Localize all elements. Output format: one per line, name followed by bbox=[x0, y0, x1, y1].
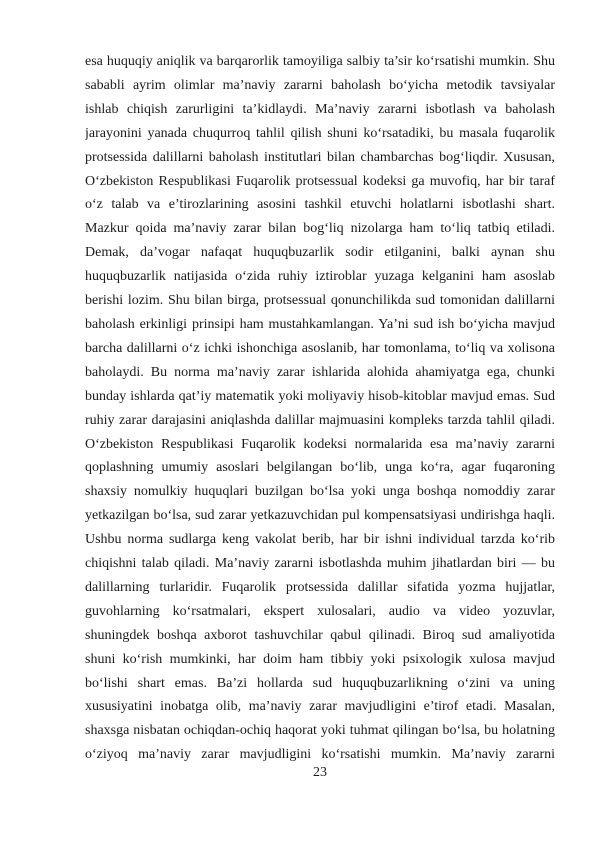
text-line: o‘ziyoq ma’naviy zarar mavjudligini ko‘rsatishi mumkin. Ma’naviy zararni bbox=[85, 747, 555, 763]
text-line: Ushbu norma sudlarga keng vakolat berib, har bir ishni individual tarzda ko‘rib bbox=[85, 532, 555, 548]
text-line: yetkazilgan bo‘lsa, sud zarar yetkazuvchidan pul kompensatsiyasi undirishga haqli. bbox=[85, 508, 555, 524]
text-line: shaxsga nisbatan ochiqdan-ochiq haqorat yoki tuhmat qilingan bo‘lsa, bu holatning bbox=[85, 723, 555, 739]
text-line: protsessida dalillarni baholash institutlari bilan chambarchas bog‘liqdir. Xususan, bbox=[85, 149, 555, 165]
text-line: shuningdek boshqa axborot tashuvchilar qabul qilinadi. Biroq sud amaliyotida bbox=[85, 627, 555, 643]
text-line: guvohlarning ko‘rsatmalari, ekspert xulosalari, audio va video yozuvlar, bbox=[85, 603, 555, 619]
text-line: baholaydi. Bu norma ma’naviy zarar ishlarida alohida ahamiyatga ega, chunki bbox=[85, 364, 555, 380]
text-line: O‘zbekiston Respublikasi Fuqarolik kodeksi normalarida esa ma’naviy zararni bbox=[85, 436, 555, 452]
body-paragraph bbox=[85, 50, 555, 767]
text-line: xususiyatini inobatga olib, ma’naviy zarar mavjudligini e’tirof etadi. Masalan, bbox=[85, 699, 555, 715]
text-line: sababli ayrim olimlar ma’naviy zararni baholash bo‘yicha metodik tavsiyalar bbox=[85, 77, 555, 93]
text-line: dalillarning turlaridir. Fuqarolik protsessida dalillar sifatida yozma hujjatlar, bbox=[85, 579, 555, 595]
text-line: bo‘lishi shart emas. Ba’zi hollarda sud huquqbuzarlikning o‘zini va uning bbox=[85, 675, 555, 691]
text-line: Mazkur qoida ma’naviy zarar bilan bog‘liq nizolarga ham to‘liq tatbiq etiladi. bbox=[85, 221, 555, 237]
text-line: huquqbuzarlik natijasida o‘zida ruhiy iztiroblar yuzaga kelganini ham asoslab bbox=[85, 269, 555, 285]
text-line: jarayonini yanada chuqurroq tahlil qilish shuni ko‘rsatadiki, bu masala fuqarolik bbox=[85, 125, 555, 141]
text-line: Demak, da’vogar nafaqat huquqbuzarlik sodir etilganini, balki aynan shu bbox=[85, 245, 555, 261]
text-line: barcha dalillarni o‘z ichki ishonchiga asoslanib, har tomonlama, to‘liq va xolisona bbox=[85, 340, 555, 356]
page-number: 23 bbox=[313, 765, 327, 780]
text-line: ishlab chiqish zarurligini ta’kidlaydi. Ma’naviy zararni isbotlash va baholash bbox=[85, 101, 555, 117]
text-line: shaxsiy nomulkiy huquqlari buzilgan bo‘lsa yoki unga boshqa nomoddiy zarar bbox=[85, 484, 555, 500]
text-line: bunday ishlarda qat’iy matematik yoki moliyaviy hisob-kitoblar mavjud emas. Sud bbox=[85, 388, 555, 404]
text-line: baholash erkinligi prinsipi ham mustahkamlangan. Ya’ni sud ish bo‘yicha mavjud bbox=[85, 316, 555, 332]
text-line: esa huquqiy aniqlik va barqarorlik tamoyiliga salbiy ta’sir ko‘rsatishi mumkin. Shu bbox=[85, 54, 555, 69]
text-line: berishi lozim. Shu bilan birga, protsessual qonunchilikda sud tomonidan dalillarni bbox=[85, 293, 555, 309]
text-line: o‘z talab va e’tirozlarining asosini tashkil etuvchi holatlarni isbotlashi shart. bbox=[85, 197, 555, 213]
text-line: qoplashning umumiy asoslari belgilangan bo‘lib, unga ko‘ra, agar fuqaroning bbox=[85, 460, 555, 476]
text-line: chiqishni talab qiladi. Ma’naviy zararni isbotlashda muhim jihatlardan biri — bu bbox=[85, 556, 555, 572]
text-line: O‘zbekiston Respublikasi Fuqarolik protsessual kodeksi ga muvofiq, har bir taraf bbox=[85, 173, 555, 189]
text-line: shuni ko‘rish mumkinki, har doim ham tibbiy yoki psixologik xulosa mavjud bbox=[85, 651, 555, 667]
text-line: ruhiy zarar darajasini aniqlashda dalillar majmuasini kompleks tarzda tahlil qiladi. bbox=[85, 412, 555, 428]
